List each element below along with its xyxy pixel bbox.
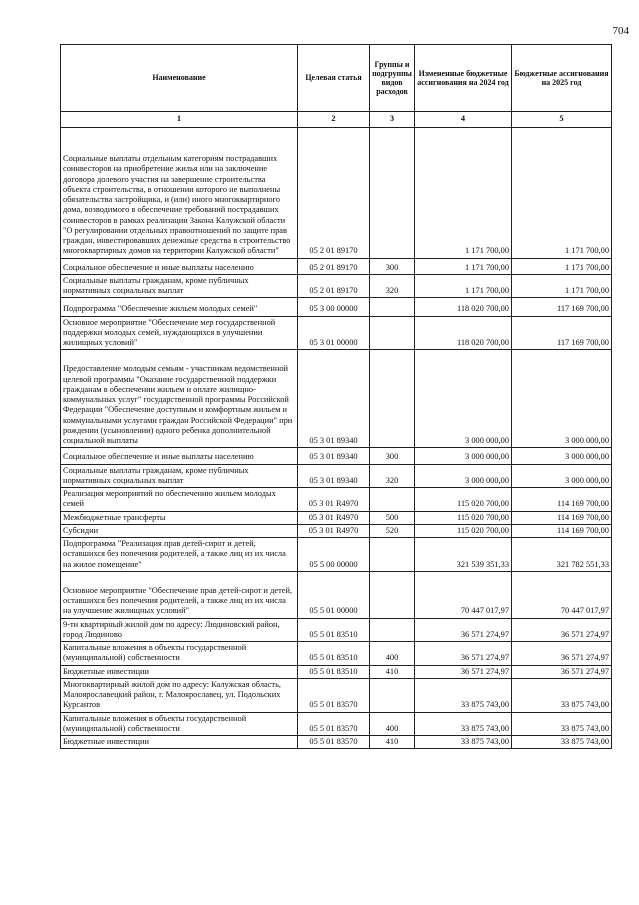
row-expense-group	[370, 571, 415, 618]
table-row	[61, 736, 612, 749]
row-value-2024: 1 171 700,00	[415, 258, 512, 274]
table-row	[61, 618, 612, 642]
row-value-2024: 3 000 000,00	[415, 350, 512, 448]
row-expense-group: 300	[370, 448, 415, 464]
row-target-article: 05 5 01 83570	[298, 678, 370, 712]
column-number: 4	[415, 112, 512, 128]
table-row	[61, 464, 612, 488]
row-target-article: 05 5 01 83570	[298, 736, 370, 749]
row-name: Капитальные вложения в объекты государственной (муниципальной) собственности	[61, 642, 298, 666]
row-name: Межбюджетные трансферты	[61, 511, 298, 524]
budget-table	[60, 44, 612, 749]
row-name: Социальные выплаты гражданам, кроме публичных нормативных социальных выплат	[61, 274, 298, 298]
row-expense-group: 320	[370, 464, 415, 488]
column-number-row	[61, 112, 612, 128]
row-value-2024: 321 539 351,33	[415, 538, 512, 572]
table-row	[61, 258, 612, 274]
row-name: Бюджетные инвестиции	[61, 665, 298, 678]
row-value-2024: 36 571 274,97	[415, 642, 512, 666]
row-expense-group	[370, 298, 415, 316]
row-value-2025: 36 571 274,97	[512, 665, 612, 678]
row-expense-group: 500	[370, 511, 415, 524]
row-value-2025: 36 571 274,97	[512, 618, 612, 642]
row-value-2025: 321 782 551,33	[512, 538, 612, 572]
row-expense-group	[370, 350, 415, 448]
table-row	[61, 350, 612, 448]
row-expense-group	[370, 488, 415, 512]
row-target-article: 05 2 01 89170	[298, 274, 370, 298]
row-value-2024: 1 171 700,00	[415, 274, 512, 298]
header-2024: Измененные бюджетные ассигнования на 2024 год	[415, 45, 512, 112]
row-value-2024: 33 875 743,00	[415, 712, 512, 736]
row-target-article: 05 5 01 83510	[298, 618, 370, 642]
row-expense-group: 400	[370, 712, 415, 736]
table-row	[61, 128, 612, 259]
row-value-2024: 3 000 000,00	[415, 448, 512, 464]
table-row	[61, 511, 612, 524]
table-row	[61, 678, 612, 712]
row-value-2025: 1 171 700,00	[512, 128, 612, 259]
row-value-2025: 33 875 743,00	[512, 712, 612, 736]
row-target-article: 05 3 01 89340	[298, 448, 370, 464]
row-value-2024: 70 447 017,97	[415, 571, 512, 618]
row-target-article: 05 3 01 89340	[298, 464, 370, 488]
row-expense-group	[370, 618, 415, 642]
page-number: 704	[612, 25, 629, 37]
row-value-2025: 3 000 000,00	[512, 350, 612, 448]
row-name: Социальное обеспечение и иные выплаты населению	[61, 448, 298, 464]
column-number: 1	[61, 112, 298, 128]
header-target-article: Целевая статья	[298, 45, 370, 112]
row-expense-group	[370, 128, 415, 259]
table-row	[61, 538, 612, 572]
row-value-2024: 33 875 743,00	[415, 678, 512, 712]
row-name: Подпрограмма "Обеспечение жильем молодых семей"	[61, 298, 298, 316]
row-value-2024: 118 020 700,00	[415, 298, 512, 316]
table-row	[61, 274, 612, 298]
row-target-article: 05 3 01 R4970	[298, 524, 370, 537]
row-expense-group: 320	[370, 274, 415, 298]
row-value-2025: 3 000 000,00	[512, 464, 612, 488]
column-number: 3	[370, 112, 415, 128]
header-2025: Бюджетные ассигнования на 2025 год	[512, 45, 612, 112]
row-name: Социальные выплаты отдельным категориям пострадавших соинвесторов на приобретение жилья или на заключение договора долевого участия на завершение строительства объекта строительства, в отношении которого не выполнены обязательства застройщика, и (или) иного многоквартирного дома, возводимого в обеспечение требований пострадавших соинвесторов в рамках реализации Закона Калужской области "О регулировании отдельных правоотношений по защите прав граждан, инвестировавших денежные средства в строительство многоквартирных домов на территории Калужской области"	[61, 128, 298, 259]
row-target-article: 05 2 01 89170	[298, 128, 370, 259]
row-expense-group: 410	[370, 665, 415, 678]
row-name: Социальные выплаты гражданам, кроме публичных нормативных социальных выплат	[61, 464, 298, 488]
row-value-2025: 70 447 017,97	[512, 571, 612, 618]
row-expense-group: 400	[370, 642, 415, 666]
table-row	[61, 524, 612, 537]
row-target-article: 05 3 01 00000	[298, 316, 370, 350]
row-expense-group	[370, 538, 415, 572]
row-name: Основное мероприятие "Обеспечение прав детей-сирот и детей, оставшихся без попечения родителей, а также лиц из их числа на улучшение жилищных условий"	[61, 571, 298, 618]
row-value-2024: 36 571 274,97	[415, 665, 512, 678]
row-name: Многоквартирный жилой дом по адресу: Калужская область, Малоярославецкий район, г. Малоярославец, ул. Подольских Курсантов	[61, 678, 298, 712]
row-expense-group	[370, 678, 415, 712]
row-value-2024: 115 020 700,00	[415, 524, 512, 537]
row-target-article: 05 3 00 00000	[298, 298, 370, 316]
row-target-article: 05 5 01 83570	[298, 712, 370, 736]
column-number: 2	[298, 112, 370, 128]
table-body	[61, 128, 612, 749]
row-target-article: 05 3 01 R4970	[298, 488, 370, 512]
row-name: Реализация мероприятий по обеспечению жильем молодых семей	[61, 488, 298, 512]
row-value-2025: 3 000 000,00	[512, 448, 612, 464]
row-value-2024: 118 020 700,00	[415, 316, 512, 350]
row-target-article: 05 5 01 00000	[298, 571, 370, 618]
row-value-2025: 114 169 700,00	[512, 488, 612, 512]
row-name: 9-ти квартирный жилой дом по адресу: Людиновский район, город Людиново	[61, 618, 298, 642]
row-value-2024: 1 171 700,00	[415, 128, 512, 259]
row-value-2025: 33 875 743,00	[512, 736, 612, 749]
row-value-2025: 117 169 700,00	[512, 298, 612, 316]
row-name: Социальное обеспечение и иные выплаты населению	[61, 258, 298, 274]
row-name: Субсидии	[61, 524, 298, 537]
table-row	[61, 665, 612, 678]
table-row	[61, 712, 612, 736]
row-name: Основное мероприятие "Обеспечение мер государственной поддержки молодых семей, нуждающихся в улучшении жилищных условий"	[61, 316, 298, 350]
row-value-2025: 1 171 700,00	[512, 274, 612, 298]
row-expense-group	[370, 316, 415, 350]
row-value-2025: 114 169 700,00	[512, 511, 612, 524]
row-expense-group: 300	[370, 258, 415, 274]
row-value-2024: 36 571 274,97	[415, 618, 512, 642]
table-row	[61, 298, 612, 316]
row-expense-group: 410	[370, 736, 415, 749]
row-target-article: 05 3 01 R4970	[298, 511, 370, 524]
table-row	[61, 448, 612, 464]
row-value-2025: 117 169 700,00	[512, 316, 612, 350]
row-value-2025: 36 571 274,97	[512, 642, 612, 666]
row-target-article: 05 5 01 83510	[298, 642, 370, 666]
row-value-2025: 33 875 743,00	[512, 678, 612, 712]
row-name: Предоставление молодым семьям - участникам ведомственной целевой программы "Оказание государственной поддержки гражданам в обеспечении жильем и оплате жилищно-коммунальных услуг" государственной программы Российской Федерации "Обеспечение доступным и комфортным жильем и коммунальными услугами граждан Российской Федерации" при рождении (усыновлении) одного ребенка дополнительной социальной выплаты	[61, 350, 298, 448]
header-expense-groups: Группы и подгруппы видов расходов	[370, 45, 415, 112]
row-value-2025: 114 169 700,00	[512, 524, 612, 537]
row-expense-group: 520	[370, 524, 415, 537]
row-name: Подпрограмма "Реализация прав детей-сирот и детей, оставшихся без попечения родителей, а также лиц из их числа на жилое помещение"	[61, 538, 298, 572]
column-number: 5	[512, 112, 612, 128]
row-target-article: 05 3 01 89340	[298, 350, 370, 448]
row-value-2024: 3 000 000,00	[415, 464, 512, 488]
row-name: Бюджетные инвестиции	[61, 736, 298, 749]
row-value-2024: 115 020 700,00	[415, 488, 512, 512]
table-row	[61, 571, 612, 618]
row-target-article: 05 5 00 00000	[298, 538, 370, 572]
table-row	[61, 316, 612, 350]
row-value-2024: 115 020 700,00	[415, 511, 512, 524]
row-target-article: 05 5 01 83510	[298, 665, 370, 678]
table-row	[61, 488, 612, 512]
header-name: Наименование	[61, 45, 298, 112]
row-name: Капитальные вложения в объекты государственной (муниципальной) собственности	[61, 712, 298, 736]
row-target-article: 05 2 01 89170	[298, 258, 370, 274]
row-value-2025: 1 171 700,00	[512, 258, 612, 274]
row-value-2024: 33 875 743,00	[415, 736, 512, 749]
table-row	[61, 642, 612, 666]
table-header-row	[61, 45, 612, 112]
